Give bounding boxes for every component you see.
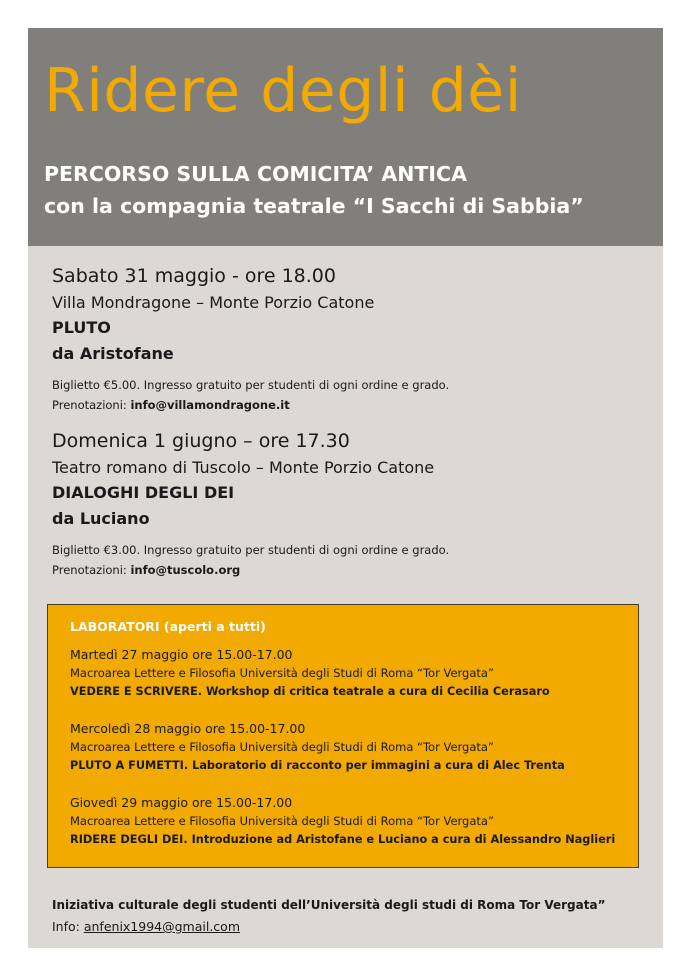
booking-label: Prenotazioni: — [52, 398, 131, 412]
lab-place: Macroarea Lettere e Filosofia Università degli Studi di Roma “Tor Vergata” — [70, 814, 494, 828]
lab-desc: VEDERE E SCRIVERE. Workshop di critica teatrale a cura di Cecilia Cerasaro — [70, 685, 550, 698]
info-line — [52, 916, 652, 938]
event-play: PLUTO — [52, 318, 111, 337]
lab-item — [70, 719, 630, 775]
lab-item — [70, 793, 630, 849]
lab-desc: PLUTO A FUMETTI. Laboratorio di racconto per immagini a cura di Alec Trenta — [70, 759, 565, 772]
lab-date: Martedì 27 maggio ore 15.00-17.00 — [70, 647, 293, 662]
initiative-text: Iniziativa culturale degli studenti dell’Università degli studi di Roma Tor Vergata” — [52, 898, 606, 912]
subtitle-line-2: con la compagnia teatrale “I Sacchi di Sabbia” — [44, 194, 584, 218]
event-ticket: Biglietto €3.00. Ingresso gratuito per studenti di ogni ordine e grado. — [52, 543, 450, 557]
lab-place: Macroarea Lettere e Filosofia Università degli Studi di Roma “Tor Vergata” — [70, 740, 494, 754]
footer — [52, 894, 652, 938]
event-ticket: Biglietto €5.00. Ingresso gratuito per studenti di ogni ordine e grado. — [52, 378, 450, 392]
lab-date: Mercoledì 28 maggio ore 15.00-17.00 — [70, 721, 306, 736]
info-label: Info: — [52, 919, 84, 934]
subtitle — [44, 158, 584, 222]
event-booking — [52, 560, 652, 580]
event-author: da Aristofane — [52, 344, 174, 363]
booking-label: Prenotazioni: — [52, 563, 131, 577]
event-venue: Teatro romano di Tuscolo – Monte Porzio Catone — [52, 458, 435, 477]
booking-email[interactable]: info@tuscolo.org — [130, 563, 241, 577]
event-author: da Luciano — [52, 509, 150, 528]
booking-email[interactable]: info@villamondragone.it — [130, 398, 290, 412]
laboratori-box — [47, 604, 639, 868]
subtitle-line-1: PERCORSO SULLA COMICITA’ ANTICA — [44, 162, 467, 186]
event-2 — [52, 427, 652, 580]
event-date: Domenica 1 giugno – ore 17.30 — [52, 430, 350, 452]
event-venue: Villa Mondragone – Monte Porzio Catone — [52, 293, 375, 312]
lab-place: Macroarea Lettere e Filosofia Università degli Studi di Roma “Tor Vergata” — [70, 666, 494, 680]
poster-title: Ridere degli dèi — [44, 56, 522, 126]
header-band — [28, 28, 663, 246]
lab-date: Giovedì 29 maggio ore 15.00-17.00 — [70, 795, 293, 810]
event-booking — [52, 395, 652, 415]
event-play: DIALOGHI DEGLI DEI — [52, 483, 235, 502]
poster — [28, 28, 663, 948]
lab-item — [70, 645, 630, 701]
event-1 — [52, 262, 652, 415]
info-email-link[interactable]: anfenix1994@gmail.com — [83, 919, 241, 934]
event-date: Sabato 31 maggio - ore 18.00 — [52, 265, 336, 287]
lab-desc: RIDERE DEGLI DEI. Introduzione ad Aristofane e Luciano a cura di Alessandro Naglieri — [70, 833, 616, 846]
laboratori-heading: LABORATORI (aperti a tutti) — [70, 619, 266, 634]
